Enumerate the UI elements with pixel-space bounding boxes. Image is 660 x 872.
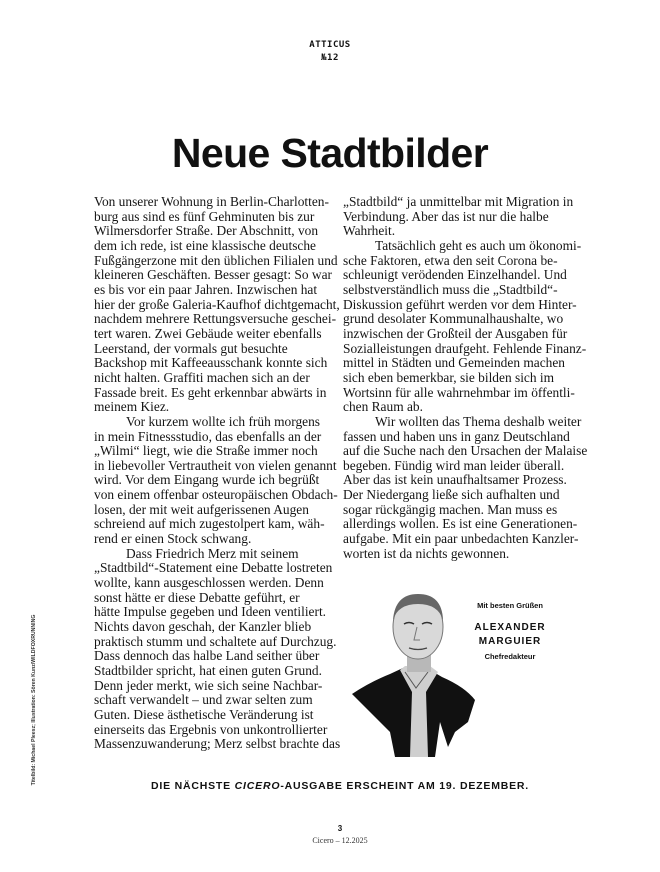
text-line: „Stadtbild“-Statement eine Debatte lostreten	[94, 560, 333, 576]
text-line: aufgabe. Mit ein paar unbedachten Kanzler-	[343, 531, 579, 547]
text-line: chen Raum ab.	[343, 399, 423, 415]
text-line: von einem offenbar osteuropäischen Obdach-	[94, 487, 338, 503]
text-line: selbstverständlich muss die „Stadtbild“-	[343, 281, 558, 297]
text-line: „Stadtbild“ ja unmittelbar mit Migration in	[343, 194, 574, 209]
text-line: Massenzuwanderung; Merz selbst brachte das	[94, 736, 341, 752]
text-line: Vor kurzem wollte ich früh morgens	[126, 413, 320, 429]
text-line: Diskussion geführt werden vor dem Hinter-	[343, 296, 577, 312]
author-first-name: ALEXANDER	[474, 622, 546, 633]
notice-prefix: DIE NÄCHSTE	[150, 780, 235, 792]
text-line: sich eben bemerkbar, sie bilden sich im	[343, 369, 555, 385]
text-line: sche Faktoren, etwa den seit Corona be-	[343, 252, 558, 268]
text-line: Der Niedergang ließe sich aufhalten und	[343, 487, 560, 503]
next-issue-notice	[0, 780, 660, 792]
author-role: Chefredakteur	[484, 652, 536, 661]
text-line: Sozialleistungen draufgeht. Fehlende Finanz-	[343, 340, 587, 356]
text-line: auf die Suche nach den Ursachen der Malaise	[343, 443, 588, 459]
text-line: Von unserer Wohnung in Berlin-Charlotten-	[94, 194, 329, 209]
text-line: Stadtbilder spricht, hat einen guten Grund.	[94, 663, 322, 678]
text-line: Wilmersdorfer Straße. Der Abschnitt, von	[94, 223, 319, 239]
text-line: in liebevoller Vertrautheit von vielen genannt	[94, 457, 337, 473]
notice-suffix: -AUSGABE ERSCHEINT AM 19. DEZEMBER.	[280, 780, 530, 792]
paragraph	[94, 547, 339, 752]
text-line: fassen und haben uns in ganz Deutschland	[343, 428, 570, 444]
text-line: meinem Kiez.	[94, 399, 170, 415]
text-line: inzwischen der Großteil der Ausgaben für	[343, 325, 568, 341]
text-line: grund desolater Kommunalhaushalte, wo	[343, 311, 564, 327]
paragraph	[343, 195, 588, 239]
text-line: hätte Impulse gegeben und Ideen ventiliert.	[94, 604, 327, 620]
text-line: hier der große Galeria-Kaufhof dichtgemacht,	[94, 296, 340, 312]
text-line: „Wilmi“ liegt, wie die Straße immer noch	[94, 443, 318, 459]
paragraph	[94, 415, 339, 547]
text-line: Guten. Diese ästhetische Veränderung ist	[94, 706, 314, 722]
text-line: Wir wollten das Thema deshalb weiter	[375, 413, 582, 429]
text-line: Fußgängerzone mit den üblichen Filialen und	[94, 252, 338, 268]
text-line: Verbindung. Aber das ist nur die halbe	[343, 208, 549, 224]
text-line: Wahrheit.	[343, 223, 396, 239]
text-line: schleunigt verödenden Einzelhandel. Und	[343, 267, 567, 283]
text-line: schreiend auf mich zugestolpert kam, wäh-	[94, 516, 325, 532]
column-number: №12	[321, 53, 339, 63]
page-title: Neue Stadtbilder	[171, 130, 489, 176]
text-line: Fassade breit. Es geht erkennbar abwärts in	[94, 384, 327, 400]
text-line: praktisch stumm und schaltete auf Durchzug.	[94, 633, 337, 649]
right-column	[343, 195, 588, 561]
text-line: worten ist da nichts gewonnen.	[343, 545, 510, 561]
text-line: kleineren Geschäften. Besser gesagt: So war	[94, 267, 332, 283]
text-line: mittel in Städten und Gemeinden machen	[343, 355, 566, 371]
left-column	[94, 195, 339, 752]
text-line: Denn jeder merkt, wie sich seine Nachbar-	[94, 677, 323, 693]
text-line: nicht halten. Graffiti machen sich an der	[94, 369, 310, 385]
text-line: allerdings wollen. Es ist eine Generationen-	[343, 516, 578, 532]
text-line: Backshop mit Kaffeeausschank konnte sich	[94, 355, 328, 371]
paragraph	[343, 415, 588, 562]
text-line: Leerstand, der vormals gut besuchte	[94, 340, 288, 356]
text-line: sogar rückgängig machen. Man muss es	[343, 501, 558, 517]
text-line: schaft verwandelt – und zwar selten zum	[94, 692, 313, 708]
text-line: nachdem mehrere Rettungsversuche geschei-	[94, 311, 337, 327]
text-line: dem ich rede, ist eine klassische deutsche	[94, 237, 316, 253]
text-line: Dass dennoch das halbe Land seither über	[94, 648, 320, 664]
text-line: tert waren. Zwei Gebäude weiter ebenfalls	[94, 325, 322, 341]
paragraph	[343, 239, 588, 415]
text-line: sonst hätte er diese Debatte geführt, er	[94, 589, 300, 605]
magazine-name: CICERO	[234, 780, 281, 792]
image-credit: Titelbild: Michael Pleesz; Illustration: Sören Kunz/WILDFOXRUNNING	[31, 614, 37, 786]
text-line: rend er einen Stock schwang.	[94, 531, 252, 547]
text-line: burg aus sind es fünf Gehminuten bis zur	[94, 208, 315, 224]
text-line: Wortsinn für alle wahrnehmbar im öffentli-	[343, 384, 575, 400]
signature-greeting: Mit besten Grüßen	[477, 601, 543, 610]
text-line: Aber das ist kein unaufhaltsamer Prozess.	[343, 472, 567, 488]
text-line: losen, der mit weit aufgerissenen Augen	[94, 501, 309, 517]
page-number: 3	[337, 824, 343, 833]
section-label: ATTICUS	[309, 40, 351, 50]
text-line: Nichts davon geschah, der Kanzler blieb	[94, 619, 312, 635]
text-line: begeben. Fündig wird man leider überall.	[343, 457, 565, 473]
paragraph	[94, 195, 339, 415]
text-line: wird. Vor dem Eingang wurde ich begrüßt	[94, 472, 320, 488]
text-line: Dass Friedrich Merz mit seinem	[126, 545, 299, 561]
author-last-name: MARGUIER	[478, 636, 542, 647]
text-line: Tatsächlich geht es auch um ökonomi-	[375, 237, 582, 253]
issue-label: Cicero – 12.2025	[312, 836, 368, 845]
text-line: in mein Fitnessstudio, das ebenfalls an der	[94, 428, 322, 444]
text-line: einerseits das Ergebnis von unkontrollierter	[94, 721, 328, 737]
text-line: es bis vor ein paar Jahren. Inzwischen hat	[94, 281, 318, 297]
text-line: wollte, kann ausgeschlossen werden. Denn	[94, 575, 324, 591]
